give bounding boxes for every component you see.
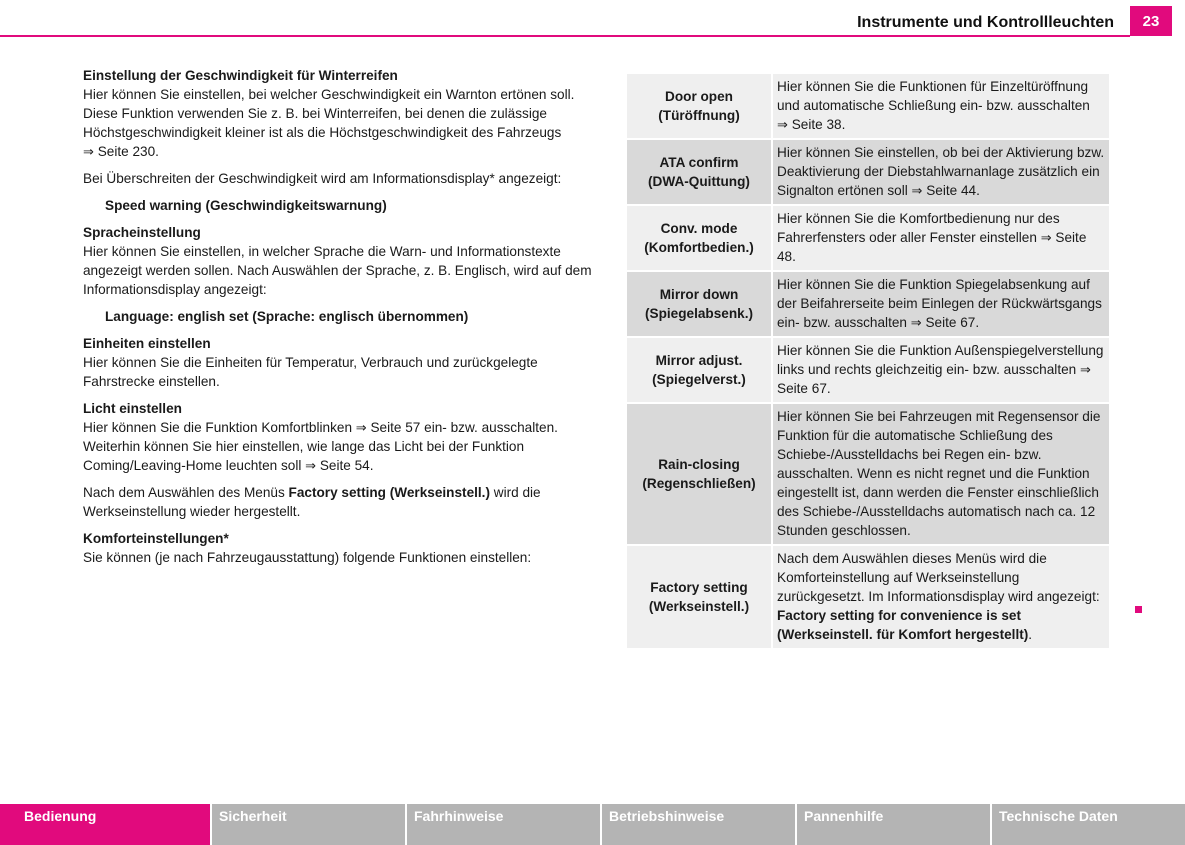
section-heading: Einheiten einstellen [83,336,211,351]
display-message: Language: english set (Sprache: englisch übernommen) [105,309,469,324]
function-description: Hier können Sie die Komfortbedienung nur des Fahrerfensters oder aller Fenster einstellen ⇒ Seite 48. [772,205,1109,271]
page-number: 23 [1130,6,1172,36]
page-reference[interactable]: Seite 67. [777,381,831,396]
paragraph: Hier können Sie die Einheiten für Temperatur, Verbrauch und zurückgelegte Fahrstrecke einstellen. [83,355,538,389]
arrow-icon: ⇒ [355,420,367,435]
arrow-icon: ⇒ [1080,362,1091,377]
function-description: Hier können Sie bei Fahrzeugen mit Regensensor die Funktion für die automatische Schließung des Schiebe-/Ausstelldachs bei Regen ein- bzw. ausschalten. Wenn es nicht regnet und die Funktion eingestellt ist, dann werden die Fenster einschließlich des Schiebe-/Ausstelldachs automatisch nach ca. 12 Stunden geschlossen. [772,403,1109,545]
section-language [83,223,593,326]
page-reference[interactable]: Seite 48. [777,230,1087,264]
left-column [83,66,593,575]
function-description: Hier können Sie einstellen, ob bei der Aktivierung bzw. Deaktivierung der Diebstahlwarnanlage zusätzlich ein Signalton ertönen soll ⇒ Seite 44. [772,139,1109,205]
function-description: Hier können Sie die Funktion Spiegelabsenkung auf der Beifahrerseite beim Einlegen der Rückwärtsgangs ein- bzw. ausschalten ⇒ Seite 67. [772,271,1109,337]
page-reference[interactable]: Seite 54. [319,458,374,473]
section-comfort [83,529,593,567]
header-rule [0,35,1130,37]
section-winter-speed [83,66,593,215]
page-reference[interactable]: Seite 67. [925,315,980,330]
table-row [627,139,1109,205]
function-name: Conv. mode (Komfortbedien.) [627,205,772,271]
display-message: Speed warning (Geschwindigkeitswarnung) [105,198,387,213]
table-row [627,545,1109,649]
function-name: Rain-closing (Regenschließen) [627,403,772,545]
section-units [83,334,593,391]
menu-name: Factory setting (Werkseinstell.) [288,485,490,500]
arrow-icon: ⇒ [83,144,94,159]
arrow-icon: ⇒ [910,315,922,330]
footer-tab-sicherheit[interactable]: Sicherheit [212,804,407,845]
section-heading: Spracheinstellung [83,225,201,240]
footer-tab-technische-daten[interactable]: Technische Daten [992,804,1185,845]
table-row [627,271,1109,337]
table-row [627,337,1109,403]
footer-tab-pannenhilfe[interactable]: Pannenhilfe [797,804,992,845]
display-message: Factory setting for convenience is set (Werkseinstell. für Komfort hergestellt) [777,608,1029,642]
function-name: Factory setting (Werkseinstell.) [627,545,772,649]
function-name: ATA confirm (DWA-Quittung) [627,139,772,205]
paragraph: Sie können (je nach Fahrzeugausstattung) folgende Funktionen einstellen: [83,550,532,565]
section-end-square-icon [1135,606,1142,613]
function-name: Door open (Türöffnung) [627,74,772,139]
page-reference[interactable]: Seite 230. [97,144,159,159]
page-reference[interactable]: Seite 44. [926,183,980,198]
page-reference[interactable]: Seite 38. [791,117,846,132]
arrow-icon: ⇒ [911,183,923,198]
table-row [627,403,1109,545]
page-header-title: Instrumente und Kontrollleuchten [857,14,1114,31]
footer-tab-fahrhinweise[interactable]: Fahrhinweise [407,804,602,845]
section-heading: Komforteinstellungen* [83,531,229,546]
comfort-functions-table [627,74,1109,650]
function-name: Mirror adjust. (Spiegelverst.) [627,337,772,403]
section-heading: Einstellung der Geschwindigkeit für Winterreifen [83,68,398,83]
arrow-icon: ⇒ [305,458,317,473]
paragraph: Hier können Sie einstellen, bei welcher Geschwindigkeit ein Warnton ertönen soll. Diese Funktion verwenden Sie z. B. bei Winterreifen, bei denen die zulässige Höchstgeschwindigkeit kleiner ist als die Höchstgeschwindigkeit des Fahrzeugs ⇒ Seite 230. [83,87,575,159]
paragraph: Hier können Sie einstellen, in welcher Sprache die Warn- und Informationstexte angezeigt werden sollen. Nach Auswählen der Sprache, z. B. Englisch, wird auf dem Informationsdisplay angezeigt: [83,244,592,297]
function-description: Hier können Sie die Funktion Außenspiegelverstellung links und rechts gleichzeitig ein- bzw. ausschalten ⇒ Seite 67. [772,337,1109,403]
function-description: Hier können Sie die Funktionen für Einzeltüröffnung und automatische Schließung ein- bzw. ausschalten ⇒ Seite 38. [772,74,1109,139]
paragraph: Bei Überschreiten der Geschwindigkeit wird am Informationsdisplay* angezeigt: [83,171,562,186]
paragraph: Nach dem Auswählen des Menüs Factory setting (Werkseinstell.) wird die Werkseinstellung wieder hergestellt. [83,485,541,519]
function-description: Nach dem Auswählen dieses Menüs wird die Komforteinstellung auf Werkseinstellung zurückgesetzt. Im Informationsdisplay wird angezeigt: Factory setting for convenience is set (Werkseinstell. für Komfort hergestellt). [772,545,1109,649]
section-heading: Licht einstellen [83,401,182,416]
footer-tab-bedienung[interactable]: Bedienung [0,804,212,845]
footer-nav [0,804,1185,845]
footer-tab-betriebshinweise[interactable]: Betriebshinweise [602,804,797,845]
arrow-icon: ⇒ [1040,230,1052,245]
paragraph: Hier können Sie die Funktion Komfortblinken ⇒ Seite 57 ein- bzw. ausschalten. Weiterhin können Sie hier einstellen, wie lange das Licht bei der Funktion Coming/Leaving-Home leuchten soll ⇒ Seite 54. [83,420,558,473]
arrow-icon: ⇒ [777,117,788,132]
page-reference[interactable]: Seite 57 [370,420,421,435]
section-lights [83,399,593,521]
table-row [627,205,1109,271]
table-row [627,74,1109,139]
function-name: Mirror down (Spiegelabsenk.) [627,271,772,337]
